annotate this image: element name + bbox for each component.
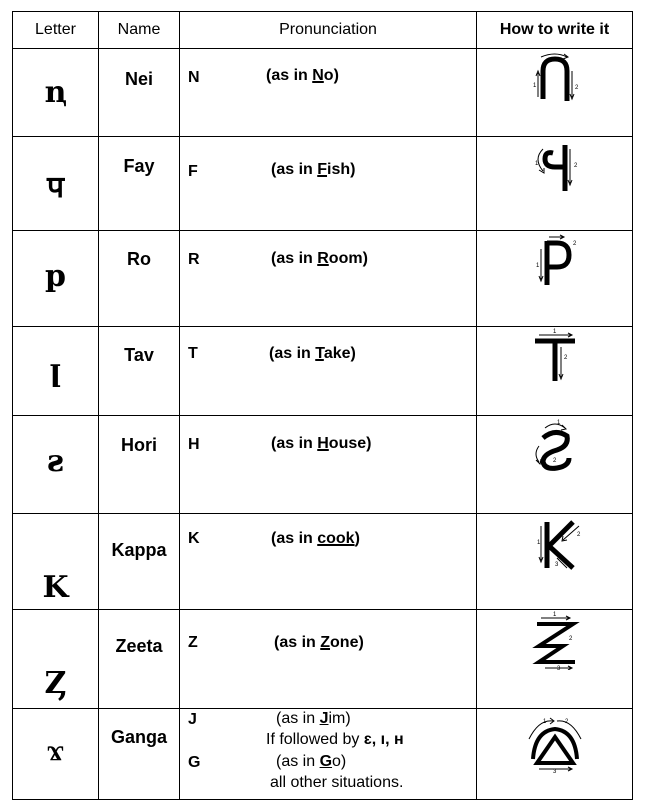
- sound-code: K: [188, 530, 200, 547]
- sound-example: (as in No): [266, 67, 339, 84]
- sound-code: Z: [188, 634, 198, 651]
- sound-example: (as in House): [271, 435, 372, 452]
- svg-text:1: 1: [532, 83, 536, 89]
- table-row: [13, 137, 633, 231]
- letter-glyph: ꞁ: [49, 353, 62, 388]
- letter-name: Zeeta: [115, 636, 163, 656]
- table-row: [13, 610, 633, 709]
- letter-name: Kappa: [111, 540, 167, 560]
- svg-text:3: 3: [552, 769, 556, 773]
- stroke-diagram-cell: [477, 137, 633, 231]
- svg-text:2: 2: [574, 85, 578, 91]
- letter-cell: [13, 514, 99, 610]
- header-name: Name: [99, 12, 180, 49]
- stroke-n-diagram: [525, 49, 585, 109]
- table-row: [13, 327, 633, 416]
- stroke-k-diagram: [525, 514, 585, 574]
- stroke-diagram-cell: [477, 327, 633, 416]
- name-cell: [99, 709, 180, 800]
- pronunciation-cell: [180, 610, 477, 709]
- letter-glyph: ϫ: [46, 733, 65, 768]
- letter-cell: [13, 709, 99, 800]
- sound-code: R: [188, 251, 200, 268]
- header-pronunciation: Pronunciation: [180, 12, 477, 49]
- header-how-to-write: How to write it: [477, 12, 633, 49]
- stroke-diagram-cell: [477, 49, 633, 137]
- stroke-p-diagram: [525, 231, 585, 291]
- name-cell: [99, 231, 180, 327]
- letter-name: Nei: [124, 69, 153, 89]
- sound-example: (as in Zone): [274, 634, 364, 651]
- stroke-t-diagram: [525, 327, 585, 387]
- stroke-diagram-cell: [477, 610, 633, 709]
- stroke-z-diagram: [525, 610, 585, 670]
- letter-glyph: p: [45, 259, 66, 294]
- pronunciation-cell: [180, 49, 477, 137]
- sound-example: (as in cook): [271, 530, 360, 547]
- svg-text:2: 2: [564, 719, 568, 725]
- sound-code-j: J: [188, 711, 197, 728]
- letter-cell: [13, 416, 99, 514]
- header-row: [13, 12, 633, 49]
- svg-text:1: 1: [552, 612, 556, 618]
- table-row: [13, 709, 633, 800]
- svg-text:2: 2: [572, 241, 576, 247]
- pronunciation-cell: [180, 514, 477, 610]
- letter-name: Ganga: [110, 727, 167, 747]
- letter-name: Tav: [124, 345, 154, 365]
- svg-text:2: 2: [563, 355, 567, 361]
- sound-example: (as in Room): [271, 250, 368, 267]
- svg-text:3: 3: [556, 666, 560, 670]
- stroke-ganga-diagram: [523, 709, 587, 773]
- letter-cell: [13, 49, 99, 137]
- svg-text:1: 1: [534, 161, 538, 167]
- stroke-h-diagram: [525, 416, 585, 476]
- header-letter: Letter: [13, 12, 99, 49]
- letter-glyph: ꞑ: [44, 75, 67, 110]
- pronunciation-cell: [180, 231, 477, 327]
- name-cell: [99, 137, 180, 231]
- letter-glyph: ƨ: [47, 444, 64, 479]
- j-example: (as in Jim): [276, 710, 351, 727]
- stroke-diagram-cell: [477, 416, 633, 514]
- sound-code: H: [188, 436, 200, 453]
- sound-example: (as in Take): [269, 345, 356, 362]
- j-condition: If followed by ɛ, ı, ʜ: [266, 731, 404, 748]
- svg-text:2: 2: [552, 458, 556, 464]
- letter-glyph: Ȥ: [44, 666, 67, 701]
- svg-text:3: 3: [554, 562, 558, 568]
- svg-text:1: 1: [556, 420, 560, 426]
- svg-text:1: 1: [542, 719, 546, 725]
- sound-code: N: [188, 69, 200, 86]
- name-cell: [99, 416, 180, 514]
- table-row: [13, 416, 633, 514]
- letter-glyph: K: [42, 570, 69, 605]
- name-cell: [99, 514, 180, 610]
- letter-cell: [13, 137, 99, 231]
- pronunciation-cell: [180, 327, 477, 416]
- svg-text:2: 2: [576, 532, 580, 538]
- sound-code-g: G: [188, 754, 201, 771]
- stroke-diagram-cell: [477, 231, 633, 327]
- table-row: [13, 49, 633, 137]
- sound-example: (as in Fish): [271, 161, 356, 178]
- stroke-diagram-cell: [477, 514, 633, 610]
- stroke-f-diagram: [525, 137, 585, 197]
- sound-code: F: [188, 163, 198, 180]
- table-row: [13, 231, 633, 327]
- g-example: (as in Go): [276, 753, 347, 770]
- pronunciation-cell: [180, 137, 477, 231]
- alphabet-table: [12, 11, 633, 800]
- g-condition: all other situations.: [270, 774, 404, 791]
- letter-name: Ro: [127, 249, 151, 269]
- svg-text:1: 1: [536, 540, 540, 546]
- letter-name: Hori: [121, 435, 157, 455]
- letter-cell: [13, 231, 99, 327]
- svg-text:1: 1: [552, 329, 556, 335]
- letter-name: Fay: [123, 156, 155, 176]
- name-cell: [99, 327, 180, 416]
- svg-text:1: 1: [535, 263, 539, 269]
- name-cell: [99, 610, 180, 709]
- svg-text:2: 2: [568, 636, 572, 642]
- letter-glyph: प: [46, 170, 65, 205]
- sound-code: T: [188, 345, 198, 362]
- pronunciation-cell: [180, 416, 477, 514]
- name-cell: [99, 49, 180, 137]
- letter-cell: [13, 327, 99, 416]
- svg-text:2: 2: [573, 163, 577, 169]
- pronunciation-cell: [180, 709, 477, 800]
- table-row: [13, 514, 633, 610]
- stroke-diagram-cell: [477, 709, 633, 800]
- letter-cell: [13, 610, 99, 709]
